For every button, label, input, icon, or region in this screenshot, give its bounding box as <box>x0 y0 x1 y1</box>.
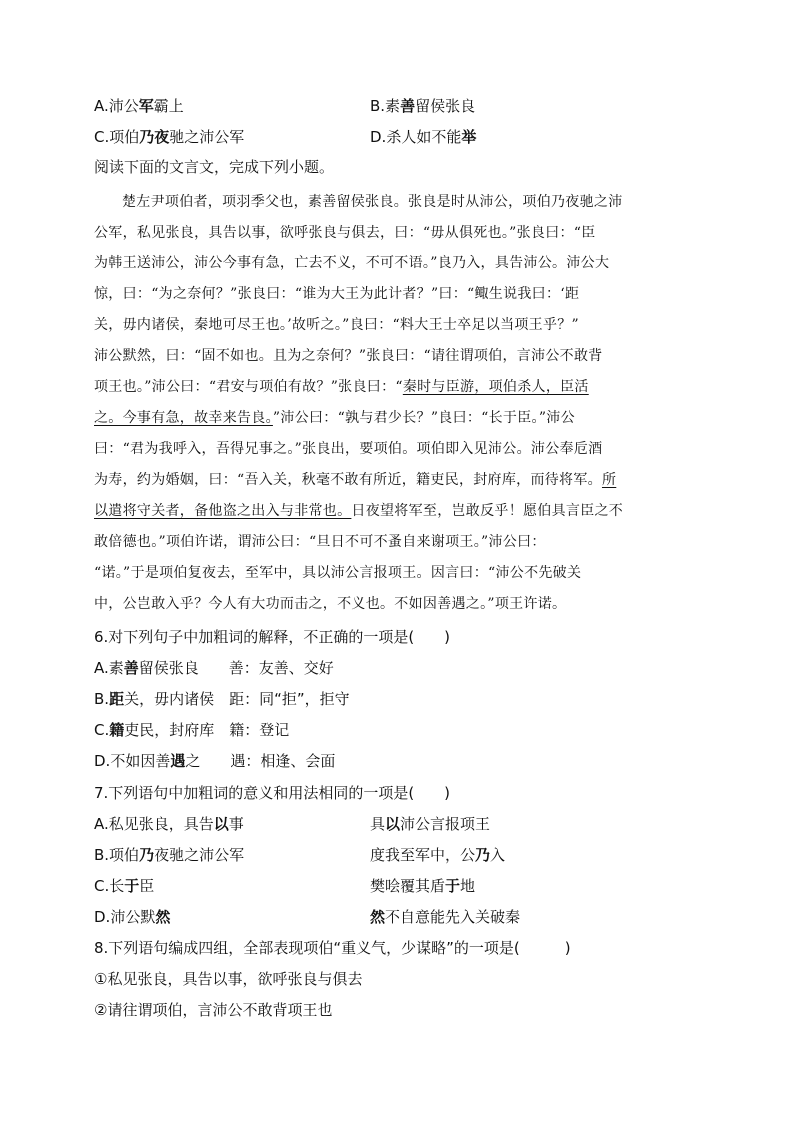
passage-line-1: 楚左尹项伯者，项羽季父也，素善留侯张良。张良是时从沛公，项伯乃夜驰之沛 <box>122 194 623 210</box>
q8-stem: 8.下列语句编成四组，全部表现项伯“重义气，少谋略”的一项是( ) <box>94 939 571 957</box>
q6-option-b: B.距关，毋内诸侯 距：同“拒”，拒守 <box>94 690 350 708</box>
underlined-sentence-1: 秦时与臣游，项伯杀人，臣活 <box>402 379 589 395</box>
option-5d: D.杀人如不能举 <box>370 128 477 146</box>
option-5c: C.项伯乃夜驰之沛公军 <box>94 128 245 146</box>
q6-option-d: D.不如因善遇之 遇：相逢、会面 <box>94 752 336 770</box>
underlined-sentence-2-start: 所 <box>601 472 617 488</box>
q7-stem: 7.下列语句中加粗词的意义和用法相同的一项是( ) <box>94 784 451 802</box>
passage-line-9: 曰：“君为我呼入，吾得兄事之。”张良出，要项伯。项伯即入见沛公。沛公奉卮酒 <box>94 441 603 457</box>
passage-line-5: 关，毋内诸侯，秦地可尽王也。’故听之。”良曰：“料大王士卒足以当项王乎？” <box>94 317 580 333</box>
passage-line-14: 中，公岂敢入乎？今人有大功而击之，不义也。不如因善遇之。”项王许诺。 <box>94 596 567 612</box>
passage-line-8: 之。今事有急，故幸来告良。”沛公曰：“孰与君少长？”良曰：“长于臣。”沛公 <box>94 410 575 426</box>
reading-intro: 阅读下面的文言文，完成下列小题。 <box>94 158 335 176</box>
passage-line-2: 公军，私见张良，具告以事，欲呼张良与俱去，曰：“毋从俱死也。”张良曰：“臣 <box>94 225 596 241</box>
underlined-sentence-1-end: 之。今事有急，故幸来告良。 <box>94 410 273 426</box>
passage-line-12: 敢倍德也。”项伯许诺，谓沛公曰：“旦日不可不蚤自来谢项王。”沛公曰： <box>94 534 546 550</box>
underlined-sentence-2: 以遣将守关者，备他盗之出入与非常也。 <box>94 503 352 519</box>
q6-stem: 6.对下列句子中加粗词的解释，不正确的一项是( ) <box>94 628 451 646</box>
q8-item-1: ①私见张良，具告以事，欲呼张良与俱去 <box>94 970 363 988</box>
passage-line-3: 为韩王送沛公，沛公今事有急，亡去不义，不可不语。”良乃入，具告沛公。沛公大 <box>94 255 610 271</box>
passage-line-13: “诺。”于是项伯复夜去，至军中，具以沛公言报项王。因言曰：“沛公不先破关 <box>94 565 582 581</box>
option-5b: B.素善留侯张良 <box>370 97 476 115</box>
passage-line-11: 以遣将守关者，备他盗之出入与非常也。日夜望将军至，岂敢反乎！愿伯具言臣之不 <box>94 503 624 519</box>
q6-option-a: A.素善留侯张良 善：友善、交好 <box>94 659 334 677</box>
passage-line-7: 项王也。”沛公曰：“君安与项伯有故？”张良曰：“秦时与臣游，项伯杀人，臣活 <box>94 379 589 395</box>
passage-line-6: 沛公默然，曰：“固不如也。且为之奈何？”张良曰：“请往谓项伯，言沛公不敢背 <box>94 348 603 364</box>
passage-line-10: 为寿，约为婚姻，曰：“吾入关，秋毫不敢有所近，籍吏民，封府库，而待将军。所 <box>94 472 617 488</box>
option-5a: A.沛公军霸上 <box>94 97 184 115</box>
q6-option-c: C.籍吏民，封府库 籍：登记 <box>94 721 290 739</box>
q8-item-2: ②请往谓项伯，言沛公不敢背项王也 <box>94 1001 333 1019</box>
passage-line-4: 惊，曰：“为之奈何？”张良曰：“谁为大王为此计者？”曰：“鲰生说我曰：‘距 <box>94 286 580 302</box>
